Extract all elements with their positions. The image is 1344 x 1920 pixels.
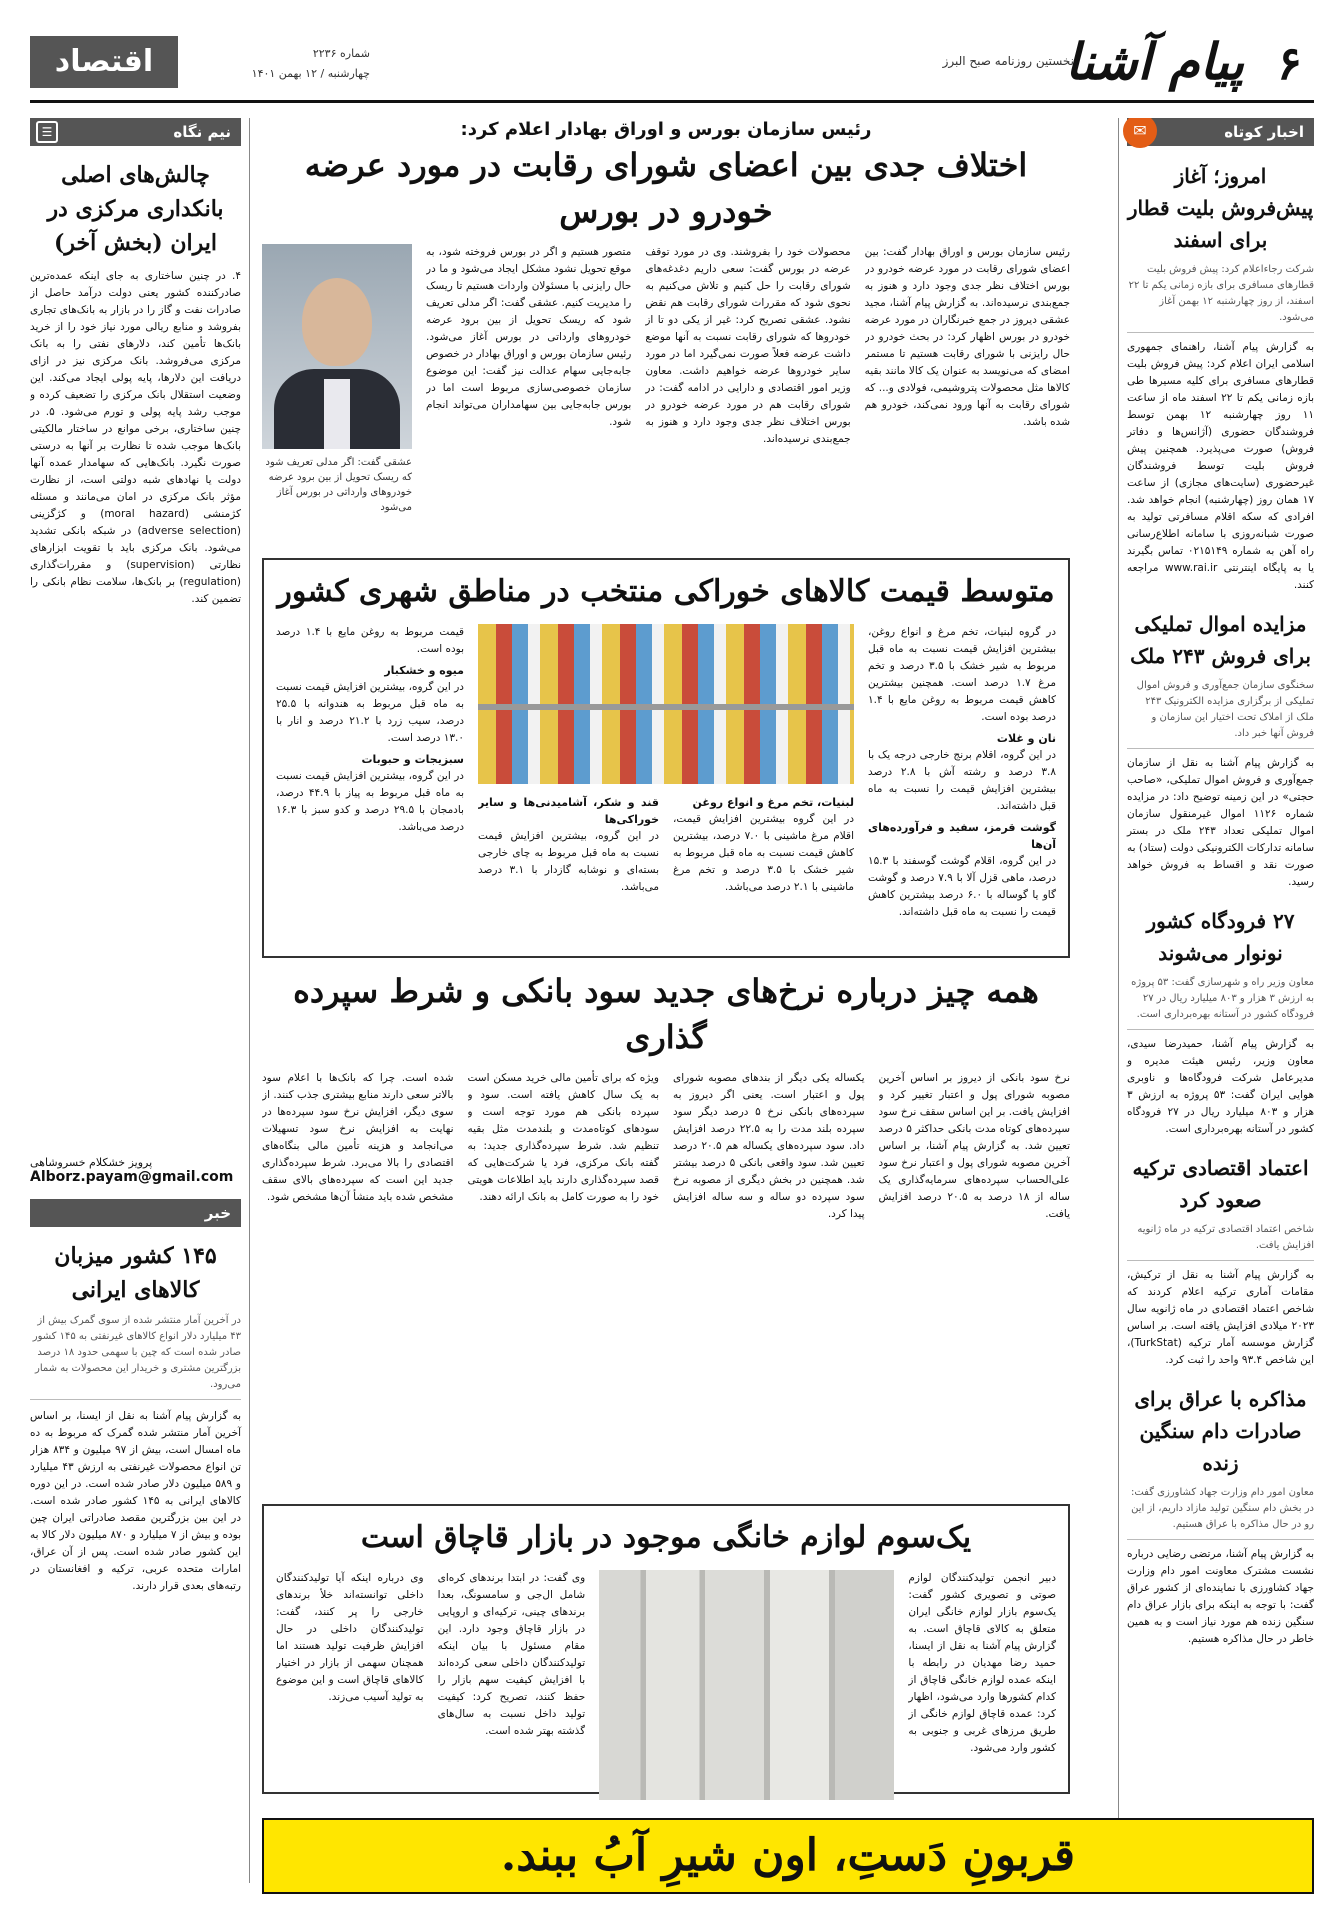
left-sidebar bbox=[30, 118, 250, 1883]
brief-title: امروز؛ آغاز پیش‌فروش بلیت قطار برای اسفند bbox=[1127, 164, 1314, 252]
brief-title: مزایده اموال تملیکی برای فروش ۲۴۳ ملک bbox=[1130, 612, 1311, 668]
brief-news-header-label: اخبار کوتاه bbox=[1224, 123, 1304, 141]
brief-lead: شرکت رجاءاعلام کرد: پیش فروش بلیت قطارهای مسافری برای بازه زمانی یکم تا ۲۲ اسفند، از روز چهارشنبه ۱۲ بهمن آغاز می‌شود. bbox=[1127, 262, 1314, 333]
brief-body: به گزارش پیام آشنا، مرتضی رضایی درباره نشست مشترک معاونت امور دام وزارت جهاد کشاورزی با نماینده‌ای از کشور عراق گفت: با توجه به اینکه برای بازار عراق دام سنگین زنده هم مورد نیاز است و به همین خاطر در حال مذاکره هستیم. bbox=[1127, 1548, 1314, 1645]
notepad-icon: ☰ bbox=[36, 121, 58, 143]
refrigerators-photo bbox=[599, 1570, 894, 1800]
appliances-photo-area bbox=[599, 1570, 894, 1800]
note-column-body: ۴. در چنین ساختاری به جای اینکه عمده‌ترین صادرکننده کشور یعنی دولت درآمد حاصل از صادرات نفت و گاز را در بازار به بانک‌های تجاری بفروشد و منابع ریالی مورد نیاز خود را از خرید بانک‌ها تأمین کند، دلارهای نفتی را به بانک مرکزی می‌فروشد. بانک مرکزی نیز در ازای دریافت این دلارها، پایه پولی ایجاد می‌کند. این وضعیت استقلال بانک مرکزی را تضعیف کرده و موجب رشد پایه پولی و تورم می‌شود. ۵. در چنین ساختاری، برخی موانع در ساختار مالکیتی بانک‌ها موجب شده تا نظارت بر آنها به درستی صورت نگیرد. بانک‌هایی که سهامدار عمده آنها دولت یا نهادهای شبه دولتی است، از نظارت مؤثر بانک مرکزی در امان می‌مانند و مسئله کژمنشی (moral hazard) و کژگزینی (adverse selection) در شبکه بانکی تشدید می‌شود. بانک مرکزی باید با تقویت ابزارهای نظارتی (supervision) و مقررات‌گذاری (regulation) بر بانک‌ها، سلامت نظام بانکی را تضمین کند. bbox=[30, 270, 241, 605]
food-section-title: سبزیجات و حبوبات bbox=[361, 753, 464, 766]
brief-body: به گزارش پیام آشنا به نقل از ترکیش، مقامات آماری ترکیه اعلام کردند که شاخص اعتماد اقتصادی در ماه ژانویه سال ۲۰۲۳ میلادی افزایش یافته است. بر اساس گزارش موسسه آمار ترکیه (TurkStat)، این شاخص ۹۳.۴ واحد را ثبت کرد. bbox=[1127, 1269, 1314, 1366]
brief-lead: سخنگوی سازمان جمع‌آوری و فروش اموال تملیکی از برگزاری مزایده الکترونیک ۲۴۳ ملک از املاک تحت اختیار این سازمان و فروش آنها خبر داد. bbox=[1127, 678, 1314, 749]
ad-banner: قربونِ دَستِ، اون شیرِ آبُ ببند. bbox=[262, 1818, 1314, 1894]
author-name: پرویز خشکلام خسروشاهی bbox=[30, 1156, 153, 1169]
food-section-text: در این گروه، بیشترین افزایش قیمت نسبت به ماه قبل مربوط به چای خارجی بسته‌ای و نوشابه گازدار با ۳.۱ درصد می‌باشد. bbox=[478, 830, 659, 893]
food-section-text: در این گروه، بیشترین افزایش قیمت نسبت به ماه قبل مربوط به هندوانه با ۲۵.۵ درصد، سیب زرد با ۲۱.۲ درصد و انار با ۱۳.۰ درصد است. bbox=[276, 681, 464, 744]
megaphone-icon: ✉ bbox=[1123, 118, 1157, 148]
deposit-column: ویژه که برای تأمین مالی خرید مسکن است به یک سال کاهش یافته است. سود و سپرده بانکی هم مورد توجه است و سودهای کوتاه‌مدت و بلندمدت مثل بقیه تنظیم شد. شرط سپرده‌گذاری جدید: به گفته بانک مرکزی، فرد یا شرکت‌هایی که قصد سپرده‌گذاری دارند باید اطلاعات هویتی خود را به صورت کامل به بانک ارائه دهند. bbox=[467, 1072, 659, 1203]
note-column-header-label: نیم نگاه bbox=[173, 123, 231, 141]
photo-caption: عشقی گفت: اگر مدلی تعریف شود که ریسک تحویل از بین برود عرضه خودروهای وارداتی در بورس آغاز می‌شود bbox=[265, 457, 413, 513]
deposit-column: شده است. چرا که بانک‌ها با اعلام سود بالاتر سعی دارند منابع بیشتری جذب کنند. از سوی دیگر، افزایش نرخ سود سپرده‌ها در نهایت به افزایش نرخ سود تسهیلات می‌انجامد و هزینه تأمین مالی بنگاه‌های اقتصادی را بالا می‌برد. شرط سپرده‌گذاری جدید این است که سپرده‌های بالای سقف مشخص شده باید منشأ آن‌ها مشخص شود. bbox=[262, 1072, 454, 1203]
deposit-column: یکساله یکی دیگر از بندهای مصوبه شورای پول و اعتبار است. یعنی اگر دیروز به سپرده‌های بانکی نرخ ۵ درصد دیگر سود سپرده بلند مدت را به ۲۲.۵ درصد افزایش داد. سود سپرده‌های یکساله هم ۲۰.۵ درصد تعیین شد. سود واقعی بانکی ۵ درصد بیشتر شد. همچنین در بخش دیگری از مصوبه نرخ سود سپرده دو ساله و سه ساله افزایش پیدا کرد. bbox=[673, 1072, 865, 1220]
lead-column: محصولات خود را بفروشند. وی در مورد توقف عرضه در بورس گفت: سعی داریم دغدغه‌های شورای رقابت را حل کنیم و تلاش می‌کنیم به نحوی شود که مقررات شورای رقابت هم نقض نشود. عشقی تصریح کرد: غیر از یکی دو تا از خودروها که شورای رقابت نسبت به آنها موضع داشت عرضه فعلاً صورت نمی‌گیرد اما در مورد سایر خودروها عرضه خواهیم داشت. معاون وزیر امور اقتصادی و دارایی در ادامه گفت: در شورای رقابت هم در مورد عرضه خودرو در بورس اختلاف نظر جدی وجود دارد و هنوز به جمع‌بندی نرسیده‌اند. bbox=[645, 246, 851, 445]
brief-news-sidebar bbox=[1118, 118, 1314, 1883]
deposit-headline: همه چیز درباره نرخ‌های جدید سود بانکی و شرط سپرده گذاری bbox=[293, 972, 1039, 1056]
food-section-title: قند و شکر، آشامیدنی‌ها و سایر خوراکی‌ها bbox=[478, 796, 659, 826]
brief-lead: معاون وزیر راه و شهرسازی گفت: ۵۳ پروژه به ارزش ۳ هزار و ۸۰۳ میلیارد ریال در ۲۷ فرودگاه کشور در آستانه بهره‌برداری است. bbox=[1127, 975, 1314, 1030]
deposit-rates-story bbox=[262, 968, 1070, 1490]
food-prices-headline: متوسط قیمت کالاهای خوراکی منتخب در مناطق شهری کشور bbox=[277, 574, 1055, 609]
issue-info bbox=[180, 44, 370, 84]
masthead-rule bbox=[30, 100, 1314, 103]
lead-column: رئیس سازمان بورس و اوراق بهادار گفت: بین اعضای شورای رقابت در مورد عرضه خودرو در بورس اختلاف نظر جدی وجود دارد و هنوز به جمع‌بندی نرسیده‌اند. به گزارش پیام آشنا، مجید عشقی دیروز در جمع خبرنگاران در مورد عرضه خودرو در بورس اظهار کرد: در بحث خودرو در حال رایزنی با شورای رقابت هستیم تا مستمر امضای که می‌نویسد به عنوان یک کالا مانند بقیه کالاها مثل محصولات پتروشیمی، فولادی و... که شورای رقابت به آنها ورود نمی‌کند، خودرو هم شده باشد. bbox=[864, 246, 1070, 428]
brief-item bbox=[1127, 1152, 1314, 1369]
brief-item bbox=[1127, 905, 1314, 1138]
brief-body: به گزارش پیام آشنا، حمیدرضا سیدی، معاون وزیر، رئیس هیئت مدیره و مدیرعامل شرکت فرودگاه‌ها و ناوبری هوایی ایران گفت: ۵۳ پروژه به ارزش ۳ هزار و ۸۰۳ میلیارد ریال در ۲۷ فرودگاه کشور در آستانه بهره‌برداری است. bbox=[1127, 1038, 1314, 1135]
lead-headline: اختلاف جدی بین اعضای شورای رقابت در مورد عرضه خودرو در بورس bbox=[304, 146, 1028, 230]
newspaper-logo: پیام آشنا bbox=[1065, 32, 1244, 91]
food-section-title: نان و غلات bbox=[996, 732, 1056, 745]
food-section-title: لبنیات، تخم مرغ و انواع روغن bbox=[692, 796, 854, 809]
author-email[interactable]: Alborz.payam@gmail.com bbox=[30, 1169, 234, 1185]
news-column-header-label: خبر bbox=[204, 1204, 231, 1222]
appliances-headline: یک‌سوم لوازم خانگی موجود در بازار قاچاق است bbox=[360, 1520, 972, 1555]
issue-date: چهارشنبه / ۱۲ بهمن ۱۴۰۱ bbox=[251, 67, 370, 80]
food-note: قیمت مربوط به روغن مایع با ۱.۴ درصد بوده است. bbox=[276, 626, 464, 655]
section-label: اقتصاد bbox=[30, 36, 178, 88]
brief-lead: معاون امور دام وزارت جهاد کشاورزی گفت: در بخش دام سنگین تولید مازاد داریم، از این رو در حال مذاکره با عراق هستیم. bbox=[1127, 1485, 1314, 1540]
supermarket-photo bbox=[478, 624, 854, 784]
food-prices-box bbox=[262, 558, 1070, 958]
food-section-text: در این گروه، اقلام گوشت گوسفند با ۱۵.۳ درصد، ماهی قزل آلا با ۷.۹ درصد و گوشت گاو یا گوساله با ۶.۰ درصد بیشترین کاهش قیمت را نسبت به ماه قبل داشته‌اند. bbox=[868, 855, 1056, 918]
appliances-column: وی گفت: در ابتدا برندهای کره‌ای شامل ال‌جی و سامسونگ، بعدا برندهای چینی، ترکیه‌ای و اروپایی در بازار قاچاق وجود دارد. این مقام مسئول با بیان اینکه تولیدکنندگان داخلی سعی کرده‌اند با افزایش کیفیت سهم بازار را حفظ کنند، تصریح کرد: کیفیت تولید داخل نسبت به سال‌های گذشته بهتر شده است. bbox=[437, 1572, 586, 1737]
news-column-body: به گزارش پیام آشنا به نقل از ایسنا، بر اساس آخرین آمار منتشر شده گمرک که مربوط به ده ماه امسال است، بیش از ۹۷ میلیون و ۸۳۴ هزار تن انواع محصولات غیرنفتی به ارزش ۴۳ میلیارد و ۵۸۹ میلیون دلار صادر شده است. در این دوره کالاهای ایرانی به ۱۴۵ کشور صادر شده است. در این بین بزرگترین مقصد صادراتی ایران چین بوده و بیش از ۷ میلیارد و ۸۷۰ میلیون دلار کالا به این کشور صادر شده است. پس از آن عراق، امارات متحده عربی، ترکیه و افغانستان در رتبه‌های بعدی قرار دارند. bbox=[30, 1410, 242, 1592]
news-column-title: ۱۴۵ کشور میزبان کالاهای ایرانی bbox=[54, 1243, 217, 1303]
brief-body: به گزارش پیام آشنا، راهنمای جمهوری اسلامی ایران اعلام کرد: پیش فروش بلیت قطارهای مسافری برای کلیه مسیرها طی بازه زمانی یکم تا ۲۲ اسفند ماه از ساعت ۱۱ روز چهارشنبه ۱۲ بهمن توسط فروشندگان حضوری (آژانس‌ها و دفاتر فروش) صورت می‌پذیرد. همچنین پیش فروش بلیت توسط فروشندگان غیرحضوری (سایت‌های مجازی) از ساعت ۱۷ همان روز (چهارشنبه) انجام خواهد شد. افرادی که سکه اقلام مسافرتی تولید به صورت شبانه‌روزی با سامانه اطلاع‌رسانی راه آهن به شماره ۰۲۱۵۱۴۹ تماس بگیرند یا به پایگاه اینترنتی www.rai.ir مراجعه کنند. bbox=[1127, 341, 1314, 591]
food-photo-area bbox=[478, 624, 854, 944]
brief-title: مذاکره با عراق برای صادرات دام سنگین زنده bbox=[1134, 1387, 1307, 1475]
appliances-column: دبیر انجمن تولیدکنندگان لوازم صوتی و تصویری کشور گفت: یک‌سوم بازار لوازم خانگی ایران متعلق به کالای قاچاق است. به گزارش پیام آشنا به نقل از ایسنا، حمید رضا مهدیان در رابطه با اینکه عمده لوازم خانگی قاچاق از کدام کشورها وارد می‌شود، اظهار کرد: عمده قاچاق لوازم خانگی از طریق مرزهای غربی و جنوبی به کشور وارد می‌شود. bbox=[908, 1572, 1056, 1754]
lead-kicker: رئیس سازمان بورس و اوراق بهادار اعلام کرد: bbox=[460, 119, 872, 140]
note-column-header bbox=[30, 118, 241, 146]
food-section-title: گوشت قرمز، سفید و فرآورده‌های آن‌ها bbox=[868, 821, 1056, 851]
lead-column: متصور هستیم و اگر در بورس فروخته شود، به موقع تحویل نشود مشکل ایجاد می‌شود و ما در حال رایزنی با مسئولان واردات هستیم تا ریسک را مدیریت کنیم. عشقی گفت: اگر مدلی تعریف شود که ریسک تحویل از بین برود عرضه خودروهای وارداتی در بورس آغاز می‌شود. رئیس سازمان بورس و اوراق بهادار در خصوص جابه‌جایی سهام عدالت نیز گفت: این موضوع سازمان خصوصی‌سازی مربوط است اما در بورس جابه‌جایی بین سهامداران می‌تواند انجام شود. bbox=[426, 246, 632, 428]
brief-news-header bbox=[1127, 118, 1314, 146]
food-column bbox=[276, 624, 464, 944]
lead-story bbox=[262, 118, 1070, 544]
food-column bbox=[478, 790, 659, 896]
brief-title: ۲۷ فرودگاه کشور نونوار می‌شوند bbox=[1146, 909, 1295, 965]
masthead bbox=[30, 30, 1314, 100]
news-column-header bbox=[30, 1199, 241, 1227]
note-column-title: چالش‌های اصلی بانکداری مرکزی در ایران (بخش آخر) bbox=[47, 162, 224, 256]
lead-photo-block bbox=[262, 244, 412, 544]
brief-item bbox=[1127, 160, 1314, 594]
food-intro: در گروه لبنیات، تخم مرغ و انواع روغن، بیشترین افزایش قیمت نسبت به ماه قبل مربوط به شیر خشک با ۳.۵ درصد و تخم مرغ ۱.۷ درصد است. همچنین بیشترین کاهش قیمت مربوط به روغن مایع با ۱.۴ درصد بوده است. bbox=[868, 626, 1056, 723]
portrait-photo bbox=[262, 244, 412, 449]
food-column bbox=[673, 790, 854, 896]
page-number: ۶ bbox=[1277, 36, 1302, 90]
deposit-column: نرخ سود بانکی از دیروز بر اساس آخرین مصوبه شورای پول و اعتبار تغییر کرد و افزایش یافت. بر این اساس سقف نرخ سود سپرده‌های کوتاه مدت بانکی حداکثر ۵ درصد تعیین شد. به گزارش پیام آشنا، بر اساس آخرین مصوبه شورای پول و اعتبار نرخ سود علی‌الحساب سپرده‌های سرمایه‌گذاری یک ساله از ۱۸ درصد به ۲۰.۵ درصد افزایش یافت. bbox=[878, 1072, 1070, 1220]
brief-item bbox=[1127, 1383, 1314, 1648]
food-column bbox=[868, 624, 1056, 944]
food-section-text: در این گروه، اقلام برنج خارجی درجه یک با ۳.۸ درصد و رشته آش با ۲.۸ درصد بیشترین افزایش قیمت را نسبت به ماه قبل داشته‌اند. bbox=[868, 749, 1056, 812]
food-section-text: در این گروه، بیشترین افزایش قیمت نسبت به ماه قبل مربوط به پیاز با ۴۴.۹ درصد، بادمجان با ۲۹.۵ درصد و کدو سبز با ۱۶.۳ درصد می‌باشد. bbox=[276, 770, 464, 833]
food-section-text: در این گروه بیشترین افزایش قیمت، اقلام مرغ ماشینی با ۷.۰ درصد، بیشترین کاهش قیمت نسبت به ماه قبل مربوط به شیر خشک با ۳.۵ درصد و تخم مرغ ماشینی با ۲.۱ درصد می‌باشد. bbox=[673, 813, 854, 893]
brief-item bbox=[1127, 608, 1314, 891]
news-column-lead: در آخرین آمار منتشر شده از سوی گمرک بیش از ۴۳ میلیارد دلار انواع کالاهای غیرنفتی به ۱۴۵ کشور صادر شده است که چین با سهمی حدود ۱۸ درصد بزرگترین مشتری و خریدار این محصولات به شمار می‌رود. bbox=[30, 1313, 241, 1400]
brief-title: اعتماد اقتصادی ترکیه صعود کرد bbox=[1132, 1156, 1309, 1212]
tagline: نخستین روزنامه صبح البرز bbox=[942, 54, 1074, 68]
brief-body: به گزارش پیام آشنا به نقل از سازمان جمع‌آوری و فروش اموال تملیکی، «صاحب حجتی» در این زمینه توضیح داد: در مزایده شماره ۱۱۲۶ اموال غیرمنقول سازمان اموال تملیکی تعداد ۲۴۳ ملک در بستر سامانه تدارکات الکترونیکی دولت (ستاد) به صورت نقد و اقساط به فروش خواهد رسید. bbox=[1127, 757, 1314, 888]
appliances-box bbox=[262, 1504, 1070, 1794]
appliances-column: وی درباره اینکه آیا تولیدکنندگان داخلی توانسته‌اند خلأ برندهای خارجی را پر کنند، گفت: تولیدکنندگان داخلی در حال افزایش ظرفیت تولید هستند اما همچنان سهمی از بازار در اختیار کالاهای قاچاق است و این موضوع به تولید آسیب می‌زند. bbox=[276, 1572, 424, 1703]
main-content bbox=[262, 118, 1070, 1883]
brief-lead: شاخص اعتماد اقتصادی ترکیه در ماه ژانویه افزایش یافت. bbox=[1127, 1222, 1314, 1261]
issue-number: شماره ۲۲۳۶ bbox=[312, 47, 370, 60]
food-section-title: میوه و خشکبار bbox=[384, 664, 464, 677]
